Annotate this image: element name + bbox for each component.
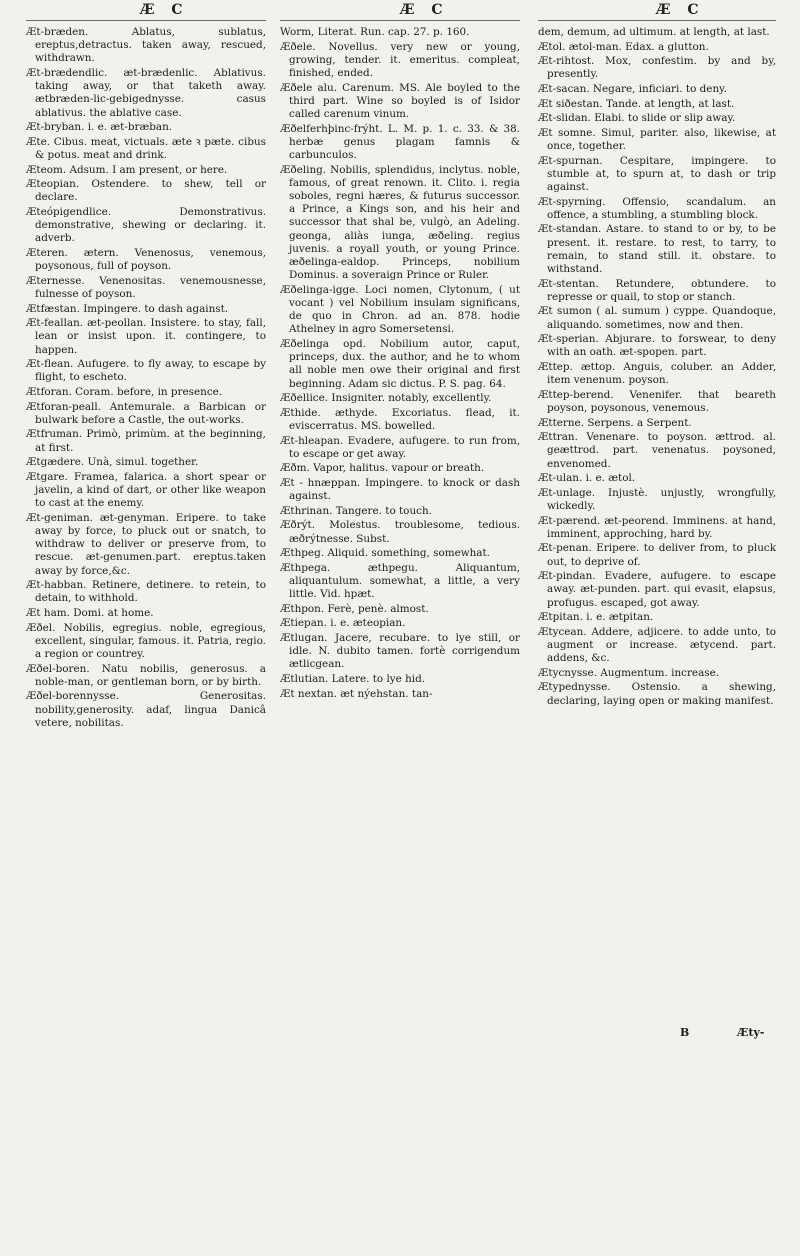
dictionary-entry: Æt-sperian. Abjurare. to forswear, to deny with an oath. æt-spopen. part. <box>538 333 776 359</box>
dictionary-entry: Æt-penan. Eripere. to deliver from, to pluck out, to deprive of. <box>538 542 776 568</box>
dictionary-entry: Ætol. ætol-man. Edax. a glutton. <box>538 40 709 53</box>
header-center: Æ C <box>400 2 449 18</box>
header-rule <box>280 20 520 21</box>
dictionary-entry: Æthpega. æthpegu. Aliquantum, aliquantulum. somewhat, a little, a very little. Vid. hpæt. <box>280 561 520 601</box>
column-center <box>280 26 520 702</box>
dictionary-entry: Æt-ulan. i. e. ætol. <box>538 472 636 485</box>
dictionary-entry: Æðellice. Insigniter. notably, excellently. <box>280 392 492 405</box>
dictionary-entry: Æt-unlage. Injustè. unjustly, wrongfully, wickedly. <box>538 486 776 512</box>
dictionary-entry: Æðeling. Nobilis, splendidus, inclytus. noble, famous, of great renown. it. Clito. i. regia soboles, regni hæres, & futurus successor. a Prince, a Kings son, and his heir and successor that shal be, vulgò, an Adeling. geonga, aliàs iunga, æðeling. regius juvenis. a royall youth, or young Prince. æðelinga-ealdop. Princeps, nobilium Dominus. a soveraign Prince or Ruler. <box>280 163 520 282</box>
dictionary-entry: Ætlutian. Latere. to lye hid. <box>280 672 426 685</box>
header-rule <box>26 20 266 21</box>
dictionary-entry: Æt-sacan. Negare, inficiari. to deny. <box>538 82 727 95</box>
dictionary-entry: Ætterne. Serpens. a Serpent. <box>538 416 692 429</box>
dictionary-entry: Æte. Cibus. meat, victuals. æte ꝛ pæte. cibus & potus. meat and drink. <box>26 135 266 161</box>
dictionary-entry: Æteopian. Ostendere. to shew, tell or declare. <box>26 178 266 204</box>
dictionary-entry: Æt nextan. æt nýehstan. tan- <box>280 687 433 700</box>
dictionary-entry: dem, demum, ad ultimum. at length, at last. <box>538 26 770 38</box>
dictionary-entry: Æðele alu. Carenum. MS. Ale boyled to the third part. Wine so boyled is of Isidor called carenum vinum. <box>280 81 520 120</box>
dictionary-entry: Æthrinan. Tangere. to touch. <box>280 504 432 517</box>
dictionary-entry: Æteren. ætern. Venenosus, venemous, poysonous, full of poyson. <box>26 246 266 273</box>
dictionary-entry: Æðel-borennysse. Generositas. nobility,generosity. adaf, lingua Danicâ vetere, nobilitas. <box>26 690 266 729</box>
dictionary-entry: Æt ham. Domi. at home. <box>26 606 154 619</box>
header-rule <box>538 20 776 21</box>
dictionary-entry: Æt-bryban. i. e. æt-bræban. <box>26 121 173 134</box>
dictionary-entry: Ættran. Venenare. to poyson. ættrod. al. geættrod. part. venenatus. poysoned, envenomed. <box>538 431 776 470</box>
dictionary-entry: Æðele. Novellus. very new or young, growing, tender. it. emeritus. compleat, finished, ended. <box>280 40 520 79</box>
dictionary-entry: Æðel-boren. Natu nobilis, generosus. a noble-man, or gentleman born, or by birth. <box>26 662 266 688</box>
dictionary-entry: Æðel. Nobilis, egregius. noble, egregious, excellent, singular, famous. it. Patria, regio. a region or countrey. <box>26 621 266 660</box>
dictionary-entry: Æt-flean. Aufugere. to fly away, to escape by flight, to escheto. <box>26 358 266 384</box>
header-right: Æ C <box>656 2 705 18</box>
dictionary-entry: Ætlugan. Jacere, recubare. to lye still, or idle. N. dubito tamen. fortè corrigendum ætlicgean. <box>280 631 520 671</box>
header-left: Æ C <box>140 2 189 18</box>
dictionary-entry: Æðelferhþinc-frýht. L. M. p. 1. c. 33. & 38. herbæ genus plagam famnis & carbunculos. <box>280 122 520 161</box>
dictionary-entry: Æt-slidan. Elabi. to slide or slip away. <box>538 112 736 125</box>
dictionary-entry: Æt-spyrning. Offensio, scandalum. an offence, a stumbling, a stumbling block. <box>538 195 776 221</box>
dictionary-entry: Æt-rihtost. Mox, confestim. by and by, presently. <box>538 55 776 81</box>
dictionary-entry: Æthpeg. Aliquid. something, somewhat. <box>280 547 490 560</box>
dictionary-entry: Ætgare. Framea, falarica. a short spear or javelin, a kind of dart, or other like weapon to cast at the enemy. <box>26 470 266 510</box>
dictionary-entry: Ætypednysse. Ostensio. a shewing, declaring, laying open or making manifest. <box>538 681 776 707</box>
dictionary-entry: Æt-geniman. æt-genyman. Eripere. to take away by force, to pluck out or snatch, to withdraw to deliver or preserve from, to rescue. æt-genumen.part. ereptus.taken away by force,&c. <box>26 511 266 577</box>
dictionary-entry: Æt-pærend. æt-peorend. Imminens. at hand, imminent, approching, hard by. <box>538 514 776 540</box>
dictionary-entry: Æðelinga opd. Nobilium autor, caput, princeps, dux. the author, and he to whom all noble men owe their original and first beginning. Adam sic dictus. P. S. pag. 64. <box>280 338 520 390</box>
dictionary-entry: Ættep-berend. Venenifer. that beareth poyson, poysonous, venemous. <box>538 388 776 414</box>
dictionary-entry: Ætforan-peall. Antemurale. a Barbican or bulwark before a Castle, the out-works. <box>26 400 266 426</box>
signature-mark: B <box>680 1026 690 1039</box>
dictionary-entry: Ætycean. Addere, adjicere. to adde unto, to augment or increase. ætycend. part. addens, &c. <box>538 625 776 665</box>
dictionary-entry: Ætfruman. Primò, primùm. at the beginning, at first. <box>26 428 266 454</box>
dictionary-entry: Æt-feallan. æt-peollan. Insistere. to stay, fall, lean or insist upon. it. contingere, to happen. <box>26 317 266 356</box>
dictionary-entry: Æteom. Adsum. I am present, or here. <box>26 163 228 176</box>
dictionary-entry: Æt-hleapan. Evadere, aufugere. to run from, to escape or get away. <box>280 434 520 460</box>
dictionary-entry: Æt sumon ( al. sumum ) cyppe. Quandoque, aliquando. sometimes, now and then. <box>538 305 776 331</box>
column-right <box>538 26 776 709</box>
dictionary-entry: Æt siðestan. Tande. at length, at last. <box>538 97 735 110</box>
dictionary-entry: Æt-pindan. Evadere, aufugere. to escape away. æt-punden. part. qui evasit, elapsus, profugus. escaped, got away. <box>538 570 776 609</box>
catchword: Æty- <box>737 1026 765 1039</box>
dictionary-entry: Æðrýt. Molestus. troublesome, tedious. æðrýtnesse. Subst. <box>280 519 520 545</box>
dictionary-entry: Ætforan. Coram. before, in presence. <box>26 385 223 398</box>
dictionary-entry: Æt-spurnan. Cespitare, impingere. to stumble at, to spurn at, to dash or trip against. <box>538 154 776 193</box>
dictionary-entry: Æternesse. Venenositas. venemousnesse, fulnesse of poyson. <box>26 274 266 300</box>
running-header <box>0 0 800 24</box>
dictionary-entry: Æthide. æthyde. Excoriatus. flead, it. eviscerratus. MS. bowelled. <box>280 406 520 433</box>
dictionary-entry: Æteópigendlice. Demonstrativus. demonstrative, shewing or declaring. it. adverb. <box>26 205 266 245</box>
dictionary-entry: Æt-bræden. Ablatus, sublatus, ereptus,detractus. taken away, rescued, withdrawn. <box>26 26 266 65</box>
dictionary-entry: Æt somne. Simul, pariter. also, likewise, at once, together. <box>538 126 776 152</box>
dictionary-entry: Æthpon. Ferè, penè. almost. <box>280 602 429 615</box>
dictionary-entry: Ætiepan. i. e. æteopian. <box>280 617 406 630</box>
dictionary-entry: Æt-habban. Retinere, detinere. to retein, to detain, to withhold. <box>26 579 266 605</box>
footer <box>680 1026 764 1039</box>
dictionary-entry: Ætycnysse. Augmentum. increase. <box>538 666 720 679</box>
dictionary-entry: Æt-stentan. Retundere, obtundere. to represse or quail, to stop or stanch. <box>538 277 776 303</box>
dictionary-entry: Worm, Literat. Run. cap. 27. p. 160. <box>280 26 470 38</box>
dictionary-entry: Ættep. ættop. Anguis, coluber. an Adder, item venenum. poyson. <box>538 360 776 387</box>
dictionary-entry: Æt-brædendlic. æt-brædenlic. Ablativus. taking away, or that taketh away. ætbræden-lic-gebigednysse. casus ablativus. the ablative case. <box>26 67 266 119</box>
dictionary-entry: Ætpitan. i. e. ætpitan. <box>538 611 654 624</box>
dictionary-entry: Æt-standan. Astare. to stand to or by, to be present. it. restare. to rest, to tarry, to remain, to stand still. it. obstare. to withstand. <box>538 223 776 275</box>
column-left <box>26 26 266 731</box>
dictionary-entry: Æt - hnæppan. Impingere. to knock or dash against. <box>280 477 520 503</box>
dictionary-entry: Æðelinga-igge. Loci nomen, Clytonum, ( ut vocant ) vel Nobilium insulam significans, de quo in Chron. ad an. 878. hodie Athelney in agro Somersetensi. <box>280 283 520 336</box>
dictionary-entry: Ætgædere. Unà, simul. together. <box>26 456 199 469</box>
blank-margin <box>0 1046 800 1256</box>
dictionary-entry: Ætfæstan. Impingere. to dash against. <box>26 302 229 315</box>
dictionary-entry: Æðm. Vapor, halitus. vapour or breath. <box>280 462 485 475</box>
